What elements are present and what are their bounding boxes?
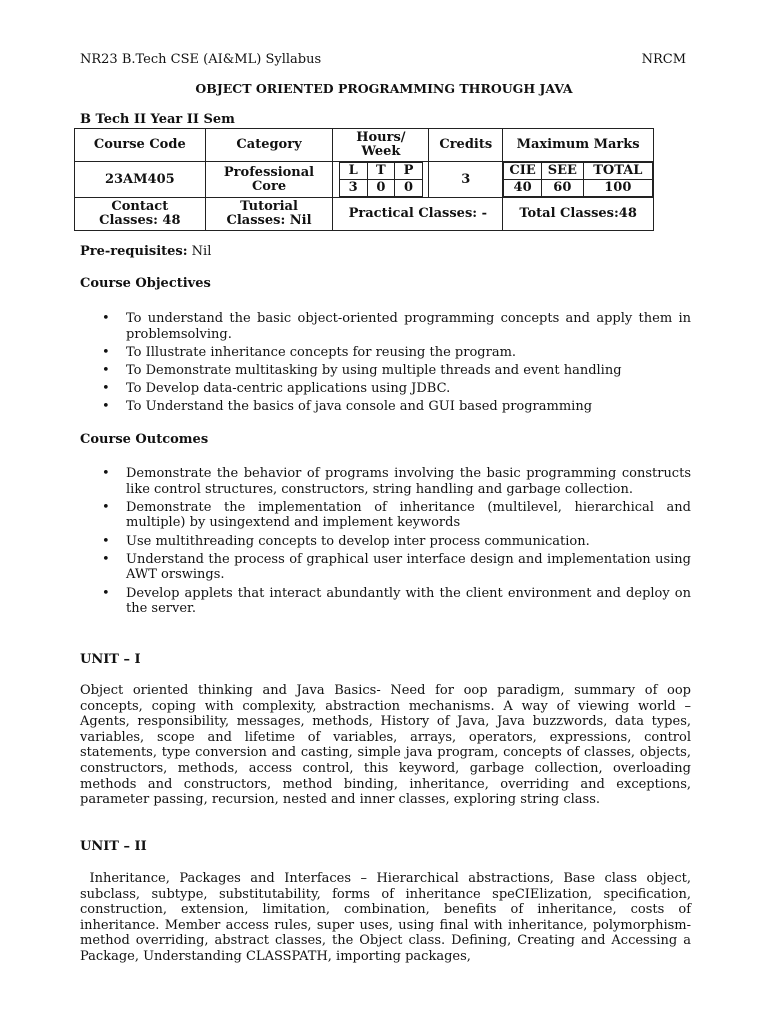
- outcome-item: • Develop applets that interact abundantly with the client environment and deploy on the server.: [80, 586, 691, 617]
- header-hours-week: [333, 129, 429, 162]
- tutorial-line2: Classes: Nil: [226, 213, 312, 228]
- objective-item: • To Understand the basics of java console and GUI based programming: [80, 399, 691, 415]
- course-code-value: 23AM405: [75, 162, 206, 198]
- objective-item: • To understand the basic object-oriented programming concepts and apply them in problemsolving.: [80, 311, 691, 342]
- prerequisites: [80, 244, 691, 260]
- header-credits: Credits: [429, 129, 503, 162]
- ltp-table: [339, 162, 423, 197]
- header-maximum-marks: Maximum Marks: [503, 129, 654, 162]
- outcomes-heading: Course Outcomes: [80, 432, 209, 447]
- tutorial-line1: Tutorial: [240, 199, 298, 214]
- total-classes: Total Classes:48: [503, 198, 654, 231]
- marks-table: [503, 162, 653, 197]
- category-line1: Professional: [223, 164, 315, 180]
- objectives-list-wrap: [80, 311, 691, 418]
- see-value: 60: [541, 180, 583, 197]
- prerequisites-value: Nil: [187, 244, 212, 259]
- course-title: OBJECT ORIENTED PROGRAMMING THROUGH JAVA: [195, 81, 573, 96]
- p-value: 0: [395, 180, 423, 197]
- header-program: NR23 B.Tech CSE (AI&ML) Syllabus: [80, 52, 322, 67]
- ltp-cell: [333, 162, 429, 198]
- objectives-heading: Course Objectives: [80, 276, 211, 291]
- contact-line1: Contact: [111, 199, 169, 214]
- outcome-item: • Use multithreading concepts to develop inter process communication.: [80, 534, 691, 550]
- objective-item: • To Demonstrate multitasking by using multiple threads and event handling: [80, 363, 691, 379]
- prerequisites-label: Pre-requisites:: [80, 244, 188, 259]
- l-label: L: [339, 163, 367, 180]
- objective-item: • To Illustrate inheritance concepts for reusing the program.: [80, 345, 691, 361]
- total-value: 100: [583, 180, 652, 197]
- unit2-heading: UNIT – II: [80, 839, 147, 854]
- header-institution: NRCM: [641, 52, 686, 67]
- p-label: P: [395, 163, 423, 180]
- header-hours-line2: Week: [361, 144, 401, 159]
- unit2-body: Inheritance, Packages and Interfaces – Hierarchical abstractions, Base class object, subclass, subtype, substitutability, forms of inheritance speCIElization, specification, construction, extension, limitation, combination, benefits of inheritance, costs of inheritance. Member access rules, super uses, using final with inheritance, polymorphism- method overriding, abstract classes, the Object class. Defining, Creating and Accessing a Package, Understanding CLASSPATH, importing packages,: [80, 871, 691, 964]
- t-label: T: [367, 163, 395, 180]
- outcomes-list: [80, 466, 691, 617]
- credits-value: 3: [429, 162, 503, 198]
- see-label: SEE: [541, 163, 583, 180]
- cie-label: CIE: [504, 163, 542, 180]
- outcome-item: • Understand the process of graphical user interface design and implementation using AWT orswings.: [80, 552, 691, 583]
- cie-value: 40: [504, 180, 542, 197]
- outcomes-list-wrap: [80, 466, 691, 619]
- unit1-heading: UNIT – I: [80, 652, 141, 667]
- marks-cell: [503, 162, 654, 198]
- unit1-body-wrap: [80, 683, 691, 808]
- header-category: Category: [205, 129, 333, 162]
- semester-label: B Tech II Year II Sem: [80, 112, 235, 127]
- tutorial-classes: [205, 198, 333, 231]
- course-details-table: [74, 128, 654, 231]
- t-value: 0: [367, 180, 395, 197]
- header-hours-line1: Hours/: [356, 130, 406, 145]
- l-value: 3: [339, 180, 367, 197]
- total-label: TOTAL: [583, 163, 652, 180]
- outcome-item: • Demonstrate the behavior of programs involving the basic programming constructs like control structures, constructors, string handling and garbage collection.: [80, 466, 691, 497]
- category-line2: Core: [251, 178, 287, 194]
- header-course-code: Course Code: [75, 129, 206, 162]
- objective-item: • To Develop data-centric applications using JDBC.: [80, 381, 691, 397]
- practical-classes: Practical Classes: -: [333, 198, 503, 231]
- unit1-body: Object oriented thinking and Java Basics- Need for oop paradigm, summary of oop concepts, coping with complexity, abstraction mechanisms. A way of viewing world – Agents, responsibility, messages, methods, History of Java, Java buzzwords, data types, variables, scope and lifetime of variables, arrays, operators, expressions, control statements, type conversion and casting, simple java program, concepts of classes, objects, constructors, methods, access control, this keyword, garbage collection, overloading methods and constructors, method binding, inheritance, overriding and exceptions, parameter passing, recursion, nested and inner classes, exploring string class.: [80, 683, 691, 808]
- unit2-body-wrap: [80, 871, 691, 965]
- category-value: [205, 162, 333, 198]
- contact-line2: Classes: 48: [99, 213, 181, 228]
- contact-classes: [75, 198, 206, 231]
- objectives-list: [80, 311, 691, 415]
- outcome-item: • Demonstrate the implementation of inheritance (multilevel, hierarchical and multiple) by usingextend and implement keywords: [80, 500, 691, 531]
